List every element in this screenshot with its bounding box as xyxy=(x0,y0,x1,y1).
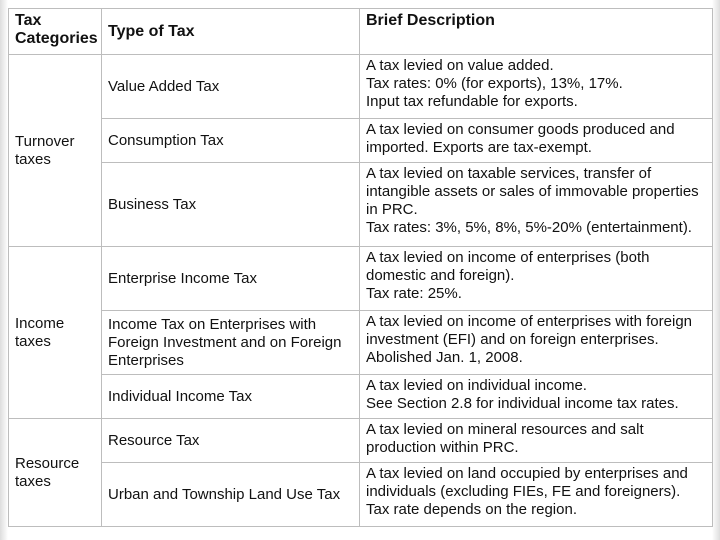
type-cell: Value Added Tax xyxy=(102,55,360,119)
header-row xyxy=(9,9,713,55)
table-row xyxy=(9,375,713,419)
table-row xyxy=(9,419,713,463)
description-cell: A tax levied on mineral resources and salt production within PRC. xyxy=(360,419,713,463)
table-row xyxy=(9,247,713,311)
category-turnover-taxes: Turnover taxes xyxy=(9,55,102,247)
description-cell: A tax levied on consumer goods produced and imported. Exports are tax-exempt. xyxy=(360,119,713,163)
type-cell: Enterprise Income Tax xyxy=(102,247,360,311)
description-cell: A tax levied on taxable services, transfer of intangible assets or sales of immovable properties in PRC. Tax rates: 3%, 5%, 8%, 5%-20% (entertainment). xyxy=(360,163,713,247)
description-cell: A tax levied on land occupied by enterprises and individuals (excluding FIEs, FE and foreigners). Tax rate depends on the region. xyxy=(360,463,713,527)
type-cell: Business Tax xyxy=(102,163,360,247)
description-cell: A tax levied on value added. Tax rates: 0% (for exports), 13%, 17%. Input tax refundable for exports. xyxy=(360,55,713,119)
type-cell: Resource Tax xyxy=(102,419,360,463)
category-resource-taxes: Resource taxes xyxy=(9,419,102,527)
header-tax-categories: Tax Categories xyxy=(9,9,102,55)
type-cell: Urban and Township Land Use Tax xyxy=(102,463,360,527)
right-edge-shadow xyxy=(712,0,720,540)
table-row xyxy=(9,119,713,163)
left-edge-shadow xyxy=(0,0,8,540)
tax-table xyxy=(8,8,713,527)
description-cell: A tax levied on income of enterprises (both domestic and foreign). Tax rate: 25%. xyxy=(360,247,713,311)
table-row xyxy=(9,311,713,375)
type-cell: Individual Income Tax xyxy=(102,375,360,419)
table-row xyxy=(9,55,713,119)
table-row xyxy=(9,463,713,527)
category-income-taxes: Income taxes xyxy=(9,247,102,419)
header-brief-description: Brief Description xyxy=(360,9,713,55)
type-cell: Consumption Tax xyxy=(102,119,360,163)
description-cell: A tax levied on income of enterprises with foreign investment (EFI) and on foreign enterprises. Abolished Jan. 1, 2008. xyxy=(360,311,713,375)
description-cell: A tax levied on individual income. See Section 2.8 for individual income tax rates. xyxy=(360,375,713,419)
header-type-of-tax: Type of Tax xyxy=(102,9,360,55)
table-row xyxy=(9,163,713,247)
type-cell: Income Tax on Enterprises with Foreign Investment and on Foreign Enterprises xyxy=(102,311,360,375)
